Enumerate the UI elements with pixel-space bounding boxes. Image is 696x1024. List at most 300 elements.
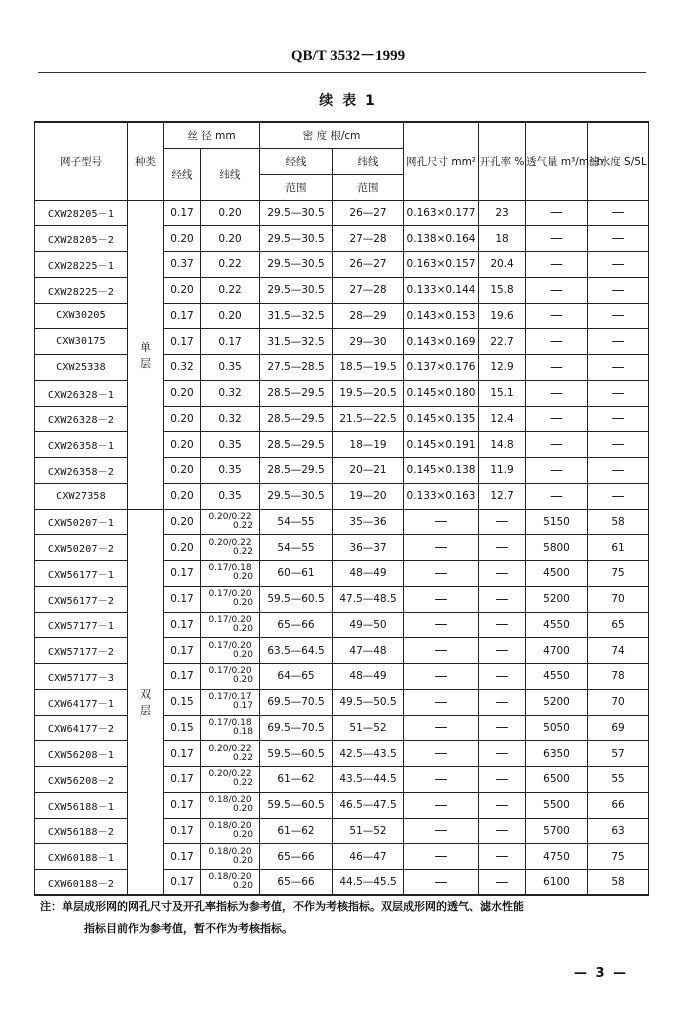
weft-density-cell: 48—49: [333, 561, 404, 587]
col-warp-range: 范围: [260, 174, 333, 200]
weft-diameter-cell: [201, 664, 260, 690]
warp-diameter-cell: 0.17: [164, 638, 201, 664]
weft-diameter-value: 0.35: [218, 490, 242, 503]
drainage-cell: 57: [588, 741, 649, 767]
weft-diameter-value: 0.17/0.20: [208, 666, 252, 677]
warp-density-cell: 64—65: [260, 664, 333, 690]
air-permeability-cell: —: [526, 252, 588, 278]
weft-diameter-value: 0.17/0.20: [208, 589, 252, 600]
warp-density-cell: 54—55: [260, 509, 333, 535]
drainage-cell: —: [588, 432, 649, 458]
drainage-cell: —: [588, 458, 649, 484]
model-cell: CXW57177－1: [35, 612, 128, 638]
col-drainage: 滤水度 S/5L: [588, 122, 649, 200]
weft-density-cell: 29—30: [333, 329, 404, 355]
table-row: [35, 638, 649, 664]
mesh-size-cell: —: [404, 509, 479, 535]
open-area-cell: 15.1: [479, 380, 526, 406]
table-row: [35, 200, 649, 226]
weft-diameter-cell: [201, 458, 260, 484]
open-area-cell: —: [479, 535, 526, 561]
open-area-cell: 15.8: [479, 277, 526, 303]
air-permeability-cell: —: [526, 406, 588, 432]
table-row: [35, 612, 649, 638]
air-permeability-cell: 5200: [526, 586, 588, 612]
page-number: — 3 —: [574, 966, 629, 981]
table-row: [35, 818, 649, 844]
weft-diameter-second-value: 0.22: [232, 546, 254, 557]
open-area-cell: 22.7: [479, 329, 526, 355]
weft-diameter-value: 0.20: [218, 309, 242, 322]
table-row: [35, 509, 649, 535]
open-area-cell: —: [479, 664, 526, 690]
weft-density-cell: 51—52: [333, 818, 404, 844]
air-permeability-cell: 4700: [526, 638, 588, 664]
table-row: [35, 355, 649, 381]
col-warp-diameter: 经线: [164, 148, 201, 200]
weft-density-cell: 49.5—50.5: [333, 689, 404, 715]
warp-density-cell: 28.5—29.5: [260, 406, 333, 432]
col-kind: 种类: [128, 122, 164, 200]
weft-diameter-cell: [201, 741, 260, 767]
open-area-cell: 20.4: [479, 252, 526, 278]
weft-diameter-cell: [201, 303, 260, 329]
table-row: [35, 432, 649, 458]
model-cell: CXW30175: [35, 329, 128, 355]
drainage-cell: 78: [588, 664, 649, 690]
warp-density-cell: 65—66: [260, 870, 333, 896]
table-body: [35, 200, 649, 895]
weft-diameter-second-value: 0.20: [232, 572, 254, 583]
warp-diameter-cell: 0.20: [164, 226, 201, 252]
col-weft-range: 范围: [333, 174, 404, 200]
table-row: [35, 277, 649, 303]
open-area-cell: —: [479, 792, 526, 818]
weft-density-cell: 27—28: [333, 277, 404, 303]
model-cell: CXW56177－2: [35, 586, 128, 612]
warp-density-cell: 28.5—29.5: [260, 380, 333, 406]
open-area-cell: —: [479, 767, 526, 793]
warp-diameter-cell: 0.17: [164, 612, 201, 638]
warp-diameter-cell: 0.17: [164, 870, 201, 896]
col-weft-density: 纬线: [333, 148, 404, 174]
weft-diameter-second-value: 0.20: [232, 649, 254, 660]
table-row: [35, 406, 649, 432]
weft-diameter-second-value: 0.20: [232, 675, 254, 686]
warp-density-cell: 31.5—32.5: [260, 329, 333, 355]
drainage-cell: —: [588, 329, 649, 355]
open-area-cell: —: [479, 844, 526, 870]
weft-density-cell: 18—19: [333, 432, 404, 458]
warp-diameter-cell: 0.17: [164, 303, 201, 329]
col-model: 网子型号: [35, 122, 128, 200]
air-permeability-cell: —: [526, 226, 588, 252]
warp-density-cell: 65—66: [260, 612, 333, 638]
mesh-size-cell: —: [404, 741, 479, 767]
warp-diameter-cell: 0.20: [164, 458, 201, 484]
mesh-size-cell: —: [404, 767, 479, 793]
warp-density-cell: 59.5—60.5: [260, 792, 333, 818]
weft-density-cell: 46.5—47.5: [333, 792, 404, 818]
air-permeability-cell: 5050: [526, 715, 588, 741]
weft-density-cell: 46—47: [333, 844, 404, 870]
warp-density-cell: 65—66: [260, 844, 333, 870]
open-area-cell: 14.8: [479, 432, 526, 458]
col-diameter: 丝 径 mm: [164, 122, 260, 148]
table-row: [35, 664, 649, 690]
weft-diameter-value: 0.20/0.22: [208, 769, 252, 780]
weft-density-cell: 26—27: [333, 252, 404, 278]
warp-diameter-cell: 0.17: [164, 200, 201, 226]
weft-density-cell: 49—50: [333, 612, 404, 638]
model-cell: CXW56188－2: [35, 818, 128, 844]
air-permeability-cell: 4550: [526, 664, 588, 690]
table-row: [35, 792, 649, 818]
warp-diameter-cell: 0.17: [164, 741, 201, 767]
warp-diameter-cell: 0.20: [164, 535, 201, 561]
drainage-cell: —: [588, 406, 649, 432]
mesh-size-cell: 0.143×0.153: [404, 303, 479, 329]
weft-diameter-cell: [201, 483, 260, 509]
warp-density-cell: 61—62: [260, 767, 333, 793]
weft-diameter-cell: [201, 870, 260, 896]
warp-density-cell: 59.5—60.5: [260, 586, 333, 612]
spec-table: [34, 121, 649, 896]
weft-density-cell: 28—29: [333, 303, 404, 329]
weft-diameter-value: 0.18/0.20: [208, 846, 252, 857]
weft-diameter-cell: [201, 715, 260, 741]
warp-density-cell: 63.5—64.5: [260, 638, 333, 664]
air-permeability-cell: 5500: [526, 792, 588, 818]
model-cell: CXW30205: [35, 303, 128, 329]
table-row: [35, 458, 649, 484]
warp-diameter-cell: 0.17: [164, 792, 201, 818]
warp-diameter-cell: 0.37: [164, 252, 201, 278]
weft-diameter-cell: [201, 818, 260, 844]
weft-diameter-second-value: 0.20: [232, 881, 254, 892]
mesh-size-cell: 0.138×0.164: [404, 226, 479, 252]
air-permeability-cell: 6350: [526, 741, 588, 767]
warp-density-cell: 27.5—28.5: [260, 355, 333, 381]
weft-diameter-cell: [201, 586, 260, 612]
weft-density-cell: 51—52: [333, 715, 404, 741]
air-permeability-cell: 6100: [526, 870, 588, 896]
drainage-cell: 61: [588, 535, 649, 561]
model-cell: CXW50207－1: [35, 509, 128, 535]
air-permeability-cell: —: [526, 458, 588, 484]
table-row: [35, 870, 649, 896]
weft-diameter-value: 0.20/0.22: [208, 743, 252, 754]
drainage-cell: 58: [588, 509, 649, 535]
weft-diameter-value: 0.20: [218, 206, 242, 219]
warp-density-cell: 69.5—70.5: [260, 715, 333, 741]
open-area-cell: —: [479, 870, 526, 896]
warp-diameter-cell: 0.32: [164, 355, 201, 381]
footnote-line-2: 指标目前作为参考值，暂不作为考核指标。: [84, 922, 293, 935]
open-area-cell: 12.4: [479, 406, 526, 432]
table-header: [35, 122, 649, 200]
kind-single-layer-cell: [128, 200, 164, 509]
open-area-cell: —: [479, 818, 526, 844]
mesh-size-cell: —: [404, 561, 479, 587]
mesh-size-cell: —: [404, 818, 479, 844]
drainage-cell: 75: [588, 561, 649, 587]
open-area-cell: —: [479, 741, 526, 767]
warp-density-cell: 54—55: [260, 535, 333, 561]
weft-diameter-value: 0.17/0.17: [208, 692, 252, 703]
weft-density-cell: 19—20: [333, 483, 404, 509]
warp-diameter-cell: 0.20: [164, 509, 201, 535]
weft-diameter-value: 0.17: [218, 335, 242, 348]
weft-diameter-second-value: 0.22: [232, 778, 254, 789]
warp-diameter-cell: 0.20: [164, 380, 201, 406]
weft-density-cell: 44.5—45.5: [333, 870, 404, 896]
open-area-cell: 12.7: [479, 483, 526, 509]
table-row: [35, 380, 649, 406]
weft-diameter-value: 0.18/0.20: [208, 872, 252, 883]
model-cell: CXW26328－2: [35, 406, 128, 432]
table-row: [35, 329, 649, 355]
mesh-size-cell: —: [404, 664, 479, 690]
mesh-size-cell: —: [404, 792, 479, 818]
mesh-size-cell: —: [404, 715, 479, 741]
weft-diameter-value: 0.20/0.22: [208, 537, 252, 548]
model-cell: CXW57177－2: [35, 638, 128, 664]
kind-label: 层: [140, 703, 151, 717]
weft-diameter-value: 0.18/0.20: [208, 795, 252, 806]
weft-diameter-second-value: 0.20: [232, 829, 254, 840]
model-cell: CXW26328－1: [35, 380, 128, 406]
weft-diameter-cell: [201, 226, 260, 252]
model-cell: CXW28205－2: [35, 226, 128, 252]
weft-diameter-cell: [201, 792, 260, 818]
drainage-cell: —: [588, 277, 649, 303]
model-cell: CXW64177－2: [35, 715, 128, 741]
warp-density-cell: 29.5—30.5: [260, 483, 333, 509]
mesh-size-cell: —: [404, 689, 479, 715]
table-row: [35, 844, 649, 870]
col-open-area: 开孔率 %: [479, 122, 526, 200]
table-row: [35, 741, 649, 767]
drainage-cell: 69: [588, 715, 649, 741]
weft-density-cell: 35—36: [333, 509, 404, 535]
col-mesh: 网孔尺寸 mm²: [404, 122, 479, 200]
drainage-cell: —: [588, 252, 649, 278]
table-row: [35, 586, 649, 612]
drainage-cell: —: [588, 355, 649, 381]
kind-label: 双: [140, 687, 151, 701]
standard-code: QB/T 3532－1999: [290, 48, 406, 64]
air-permeability-cell: 6500: [526, 767, 588, 793]
footnote: [40, 896, 660, 940]
weft-diameter-value: 0.17/0.18: [208, 717, 252, 728]
warp-diameter-cell: 0.17: [164, 586, 201, 612]
col-air: 透气量 m³/m²·h: [526, 122, 588, 200]
model-cell: CXW50207－2: [35, 535, 128, 561]
weft-diameter-cell: [201, 689, 260, 715]
model-cell: CXW56177－1: [35, 561, 128, 587]
mesh-size-cell: 0.145×0.191: [404, 432, 479, 458]
weft-diameter-cell: [201, 355, 260, 381]
open-area-cell: —: [479, 612, 526, 638]
model-cell: CXW56208－1: [35, 741, 128, 767]
warp-density-cell: 69.5—70.5: [260, 689, 333, 715]
warp-diameter-cell: 0.17: [164, 844, 201, 870]
warp-diameter-cell: 0.15: [164, 689, 201, 715]
weft-diameter-cell: [201, 638, 260, 664]
air-permeability-cell: —: [526, 277, 588, 303]
model-cell: CXW26358－1: [35, 432, 128, 458]
open-area-cell: 19.6: [479, 303, 526, 329]
table-row: [35, 715, 649, 741]
weft-diameter-value: 0.17/0.20: [208, 640, 252, 651]
table-row: [35, 767, 649, 793]
air-permeability-cell: 5800: [526, 535, 588, 561]
weft-density-cell: 18.5—19.5: [333, 355, 404, 381]
mesh-size-cell: —: [404, 612, 479, 638]
air-permeability-cell: 5150: [526, 509, 588, 535]
warp-diameter-cell: 0.20: [164, 432, 201, 458]
model-cell: CXW27358: [35, 483, 128, 509]
weft-diameter-value: 0.35: [218, 464, 242, 477]
warp-diameter-cell: 0.17: [164, 767, 201, 793]
model-cell: CXW60188－2: [35, 870, 128, 896]
kind-double-layer-cell: [128, 509, 164, 895]
drainage-cell: 75: [588, 844, 649, 870]
warp-diameter-cell: 0.20: [164, 277, 201, 303]
open-area-cell: —: [479, 638, 526, 664]
warp-diameter-cell: 0.20: [164, 483, 201, 509]
mesh-size-cell: 0.133×0.144: [404, 277, 479, 303]
warp-diameter-cell: 0.17: [164, 561, 201, 587]
drainage-cell: 65: [588, 612, 649, 638]
mesh-size-cell: 0.133×0.163: [404, 483, 479, 509]
drainage-cell: 70: [588, 689, 649, 715]
mesh-size-cell: 0.145×0.138: [404, 458, 479, 484]
weft-diameter-value: 0.20/0.22: [208, 511, 252, 522]
weft-density-cell: 26—27: [333, 200, 404, 226]
air-permeability-cell: —: [526, 432, 588, 458]
air-permeability-cell: —: [526, 329, 588, 355]
drainage-cell: 70: [588, 586, 649, 612]
model-cell: CXW28225－1: [35, 252, 128, 278]
air-permeability-cell: 4500: [526, 561, 588, 587]
mesh-size-cell: 0.145×0.135: [404, 406, 479, 432]
weft-diameter-cell: [201, 432, 260, 458]
open-area-cell: —: [479, 689, 526, 715]
weft-diameter-second-value: 0.20: [232, 804, 254, 815]
weft-diameter-value: 0.17/0.20: [208, 614, 252, 625]
weft-density-cell: 20—21: [333, 458, 404, 484]
air-permeability-cell: 4550: [526, 612, 588, 638]
weft-density-cell: 47.5—48.5: [333, 586, 404, 612]
drainage-cell: —: [588, 226, 649, 252]
weft-diameter-cell: [201, 612, 260, 638]
air-permeability-cell: 5200: [526, 689, 588, 715]
open-area-cell: 11.9: [479, 458, 526, 484]
kind-label: 层: [140, 356, 151, 370]
table-row: [35, 535, 649, 561]
warp-density-cell: 29.5—30.5: [260, 226, 333, 252]
model-cell: CXW28225－2: [35, 277, 128, 303]
open-area-cell: —: [479, 561, 526, 587]
weft-diameter-value: 0.35: [218, 361, 242, 374]
model-cell: CXW56208－2: [35, 767, 128, 793]
table-caption: 续 表 1: [319, 93, 377, 109]
weft-diameter-second-value: 0.20: [232, 598, 254, 609]
mesh-size-cell: 0.163×0.157: [404, 252, 479, 278]
weft-diameter-second-value: 0.20: [232, 623, 254, 634]
weft-diameter-cell: [201, 535, 260, 561]
warp-density-cell: 60—61: [260, 561, 333, 587]
weft-diameter-value: 0.18/0.20: [208, 820, 252, 831]
warp-diameter-cell: 0.17: [164, 818, 201, 844]
weft-diameter-cell: [201, 844, 260, 870]
warp-density-cell: 28.5—29.5: [260, 432, 333, 458]
table-row: [35, 226, 649, 252]
weft-diameter-cell: [201, 380, 260, 406]
kind-label: 单: [140, 340, 151, 354]
warp-density-cell: 31.5—32.5: [260, 303, 333, 329]
weft-diameter-cell: [201, 509, 260, 535]
open-area-cell: —: [479, 715, 526, 741]
table-row: [35, 252, 649, 278]
model-cell: CXW60188－1: [35, 844, 128, 870]
model-cell: CXW26358－2: [35, 458, 128, 484]
open-area-cell: 12.9: [479, 355, 526, 381]
weft-diameter-second-value: 0.22: [232, 752, 254, 763]
drainage-cell: —: [588, 483, 649, 509]
drainage-cell: 74: [588, 638, 649, 664]
mesh-size-cell: 0.143×0.169: [404, 329, 479, 355]
air-permeability-cell: —: [526, 200, 588, 226]
drainage-cell: 63: [588, 818, 649, 844]
warp-diameter-cell: 0.17: [164, 664, 201, 690]
mesh-size-cell: 0.137×0.176: [404, 355, 479, 381]
weft-density-cell: 42.5—43.5: [333, 741, 404, 767]
weft-diameter-cell: [201, 252, 260, 278]
air-permeability-cell: 5700: [526, 818, 588, 844]
warp-density-cell: 61—62: [260, 818, 333, 844]
mesh-size-cell: —: [404, 586, 479, 612]
weft-diameter-value: 0.22: [218, 258, 242, 271]
weft-diameter-second-value: 0.17: [232, 701, 254, 712]
footnote-line-1: 注：单层成形网的网孔尺寸及开孔率指标为参考值，不作为考核指标。双层成形网的透气、滤水性能: [40, 900, 524, 913]
weft-diameter-value: 0.32: [218, 387, 242, 400]
model-cell: CXW64177－1: [35, 689, 128, 715]
air-permeability-cell: —: [526, 483, 588, 509]
weft-diameter-value: 0.20: [218, 232, 242, 245]
warp-density-cell: 29.5—30.5: [260, 200, 333, 226]
table-row: [35, 303, 649, 329]
open-area-cell: —: [479, 586, 526, 612]
weft-diameter-cell: [201, 329, 260, 355]
weft-diameter-second-value: 0.22: [232, 520, 254, 531]
weft-density-cell: 36—37: [333, 535, 404, 561]
drainage-cell: 66: [588, 792, 649, 818]
weft-diameter-value: 0.17/0.18: [208, 563, 252, 574]
weft-diameter-cell: [201, 767, 260, 793]
weft-density-cell: 47—48: [333, 638, 404, 664]
warp-density-cell: 28.5—29.5: [260, 458, 333, 484]
model-cell: CXW57177－3: [35, 664, 128, 690]
warp-diameter-cell: 0.20: [164, 406, 201, 432]
warp-density-cell: 59.5—60.5: [260, 741, 333, 767]
drainage-cell: 55: [588, 767, 649, 793]
weft-density-cell: 48—49: [333, 664, 404, 690]
weft-diameter-second-value: 0.18: [232, 726, 254, 737]
weft-density-cell: 19.5—20.5: [333, 380, 404, 406]
